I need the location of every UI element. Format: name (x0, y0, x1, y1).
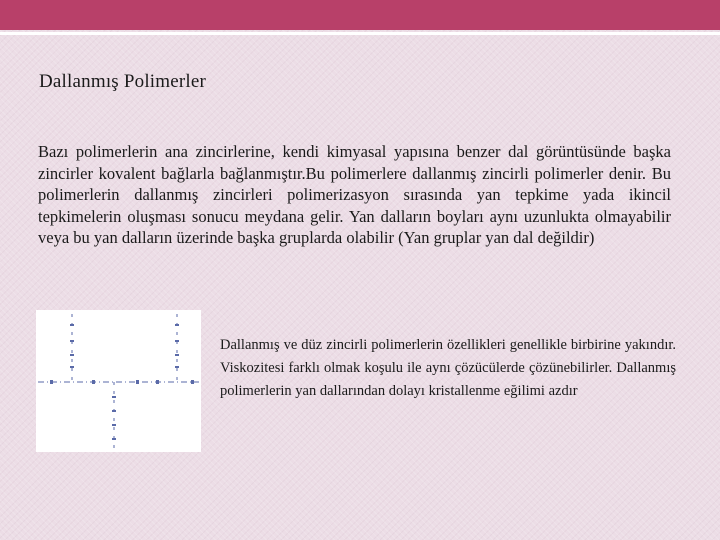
slide-title: Dallanmış Polimerler (39, 71, 207, 92)
branched-polymer-diagram (36, 310, 201, 452)
header-divider (0, 32, 720, 35)
main-paragraph: Bazı polimerlerin ana zincirlerine, kendi kimyasal yapısına benzer dal görüntüsünde başka zincirler kovalent bağlarla bağlanmıştır.Bu polimerlere dallanmış zincirli polimerler denir. Bu polimerlerin dallanmış zincirleri polimerizasyon sırasında yan tepkime yada ikincil tepkimelerin oluşması sonucu meydana gelir. Yan dalların boyları aynı uzunlukta olmayabilir veya bu yan dalların üzerinde başka gruplarda olabilir (Yan gruplar yan dal değildir) (38, 142, 671, 247)
header-bar (0, 0, 720, 30)
figure-caption: Dallanmış ve düz zincirli polimerlerin özellikleri genellikle birbirine yakındır. Viskozitesi farklı olmak koşulu ile aynı çözücülerde çözünebilirler. Dallanmış polimerlerin yan dallarından dolayı kristallenme eğilimi azdır (220, 337, 676, 399)
